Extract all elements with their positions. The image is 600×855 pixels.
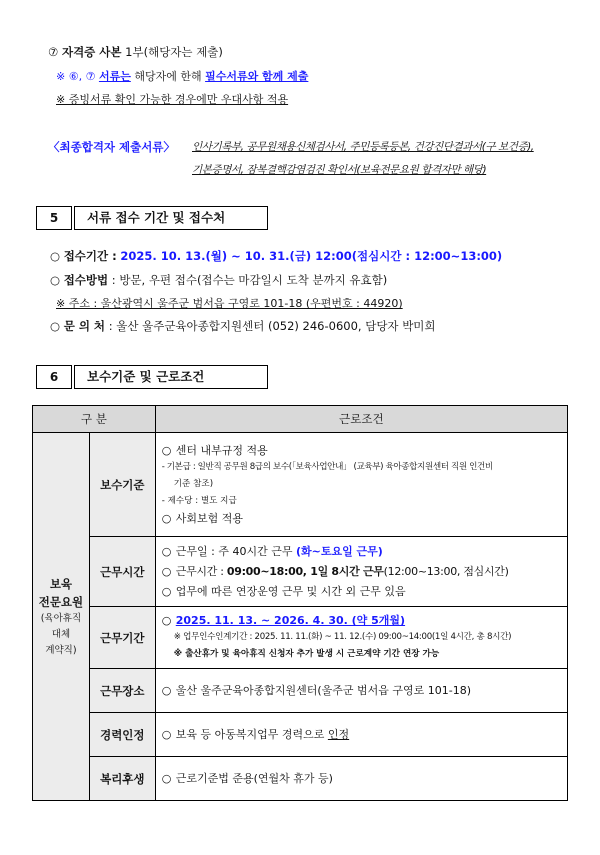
period-line1: 2025. 11. 13. ~ 2026. 4. 30. (약 5개월) [175, 614, 406, 627]
row-label-welfare: 복리후생 [89, 757, 155, 801]
header-conditions: 근로조건 [155, 406, 567, 433]
table-row-hours [33, 537, 568, 607]
item-number: ⑦ [48, 45, 59, 59]
row-label-pay: 보수기준 [89, 433, 155, 537]
pay-conditions [155, 433, 567, 537]
hours-line3: 업무에 따른 연장운영 근무 및 시간 외 근무 있음 [175, 584, 406, 598]
row-label-career: 경력인정 [89, 713, 155, 757]
final-docs-label: 〈최종합격자 제출서류〉 [48, 140, 175, 154]
submission-address: ※ 주소 : 울산광역시 울주군 범서읍 구영로 101-18 (우편번호 : 44920) [56, 297, 403, 310]
section6-title: 보수기준 및 근로조건 [74, 365, 268, 389]
submission-period [50, 248, 502, 264]
hours-line2b: 09:00~18:00, 1일 8시간 근무 [226, 564, 384, 578]
method-label: 접수방법 [63, 273, 109, 287]
bullet-icon: ○ [161, 584, 172, 598]
category-sub3: 계약직) [45, 644, 77, 656]
pay-line2b: 기준 참조) [173, 479, 214, 489]
table-row-place [33, 669, 568, 713]
bullet-icon: ○ [161, 512, 172, 525]
bullet-icon: ○ [50, 273, 61, 287]
inquiry-value: : 울산 울주군육아종합지원센터 (052) 246-0600, 담당자 박미희 [105, 319, 436, 333]
category-cell [33, 433, 90, 801]
row-label-period: 근무기간 [89, 607, 155, 669]
inquiry [50, 318, 436, 334]
item-text: 1부(해당자는 제출) [121, 45, 223, 59]
section5-title: 서류 접수 기간 및 접수처 [74, 206, 268, 230]
method-value: : 방문, 우편 접수(접수는 마감일시 도착 분까지 유효함) [108, 273, 388, 287]
career-conditions [155, 713, 567, 757]
period-conditions [155, 607, 567, 669]
career-line1b: 인정 [327, 727, 350, 741]
bullet-icon: ○ [161, 771, 172, 785]
note-bold2: 필수서류와 함께 제출 [205, 70, 309, 83]
career-line1a: 보육 등 아동복지업무 경력으로 [175, 727, 328, 741]
inquiry-label: 문 의 처 [63, 319, 106, 333]
bullet-icon: ○ [161, 614, 172, 627]
welfare-line1: 근로기준법 준용(연월차 휴가 등) [175, 771, 333, 785]
pay-line3: - 제수당 : 별도 지급 [161, 496, 237, 506]
row-label-hours: 근무시간 [89, 537, 155, 607]
period-line3: ※ 출산휴가 및 육아휴직 신청자 추가 발생 시 근로계약 기간 연장 가능 [173, 649, 440, 659]
section5-number: 5 [36, 206, 72, 230]
item-title: 자격증 사본 [61, 45, 122, 59]
category-main2: 전문요원 [38, 594, 84, 609]
hours-line1b: (화~토요일 근무) [295, 544, 383, 558]
submission-method [50, 272, 387, 288]
header-category: 구 분 [33, 406, 156, 433]
hours-line2a: 근무시간 : [175, 564, 227, 578]
period-label: 접수기간 : [63, 249, 117, 263]
final-docs-line1: 인사기록부, 공무원채용신체검사서, 주민등록등본, 건강진단결과서(구 보건증), [192, 141, 534, 153]
table-row-pay [33, 433, 568, 537]
pay-line4: 사회보험 적용 [175, 512, 244, 525]
bullet-icon: ○ [161, 683, 172, 697]
welfare-conditions [155, 757, 567, 801]
period-value: 2025. 10. 13.(월) ~ 10. 31.(금) 12:00(점심시간 : 12:00~13:00) [120, 249, 503, 263]
row-label-place: 근무장소 [89, 669, 155, 713]
category-sub2: 대체 [51, 628, 71, 640]
period-line2: ※ 업무인수인계기간 : 2025. 11. 11.(화) ~ 11. 12.(수) 09:00~14:00(1일 4시간, 총 8시간) [173, 632, 512, 642]
final-docs-line2: 기본증명서, 잠복결핵감염검진 확인서(보육전문요원 합격자만 해당) [192, 164, 487, 176]
hours-conditions [155, 537, 567, 607]
bullet-icon: ○ [50, 249, 61, 263]
table-row-career [33, 713, 568, 757]
table-row-welfare [33, 757, 568, 801]
note-preference: ※ 증빙서류 확인 가능한 경우에만 우대사항 적용 [56, 93, 289, 106]
section6-number: 6 [36, 365, 72, 389]
note-bold: 서류는 [98, 70, 131, 83]
hours-line2c: (12:00~13:00, 점심시간) [383, 564, 509, 578]
place-line1: 울산 울주군육아종합지원센터(울주군 범서읍 구영로 101-18) [175, 683, 472, 697]
note-mid: 해당자에 한해 [130, 70, 206, 83]
note-prefix: ※ ⑥, ⑦ [56, 70, 99, 83]
place-conditions [155, 669, 567, 713]
table-row-period [33, 607, 568, 669]
doc-item-7 [48, 44, 223, 60]
pay-line2a: - 기본급 : 일반직 공무원 8급의 보수(「보육사업안내」 (교육부) 육아종합지원센터 직원 인건비 [161, 462, 493, 472]
bullet-icon: ○ [161, 727, 172, 741]
table-header-row [33, 406, 568, 433]
bullet-icon: ○ [161, 544, 172, 558]
bullet-icon: ○ [50, 319, 61, 333]
bullet-icon: ○ [161, 564, 172, 578]
work-conditions-table [32, 405, 568, 801]
hours-line1a: 근무일 : 주 40시간 근무 [175, 544, 296, 558]
bullet-icon: ○ [161, 444, 172, 457]
pay-line1: 센터 내부규정 적용 [175, 444, 268, 457]
category-main: 보육 [49, 576, 73, 591]
note-required-docs [56, 68, 308, 84]
category-sub1: (육아휴직 [40, 612, 82, 624]
